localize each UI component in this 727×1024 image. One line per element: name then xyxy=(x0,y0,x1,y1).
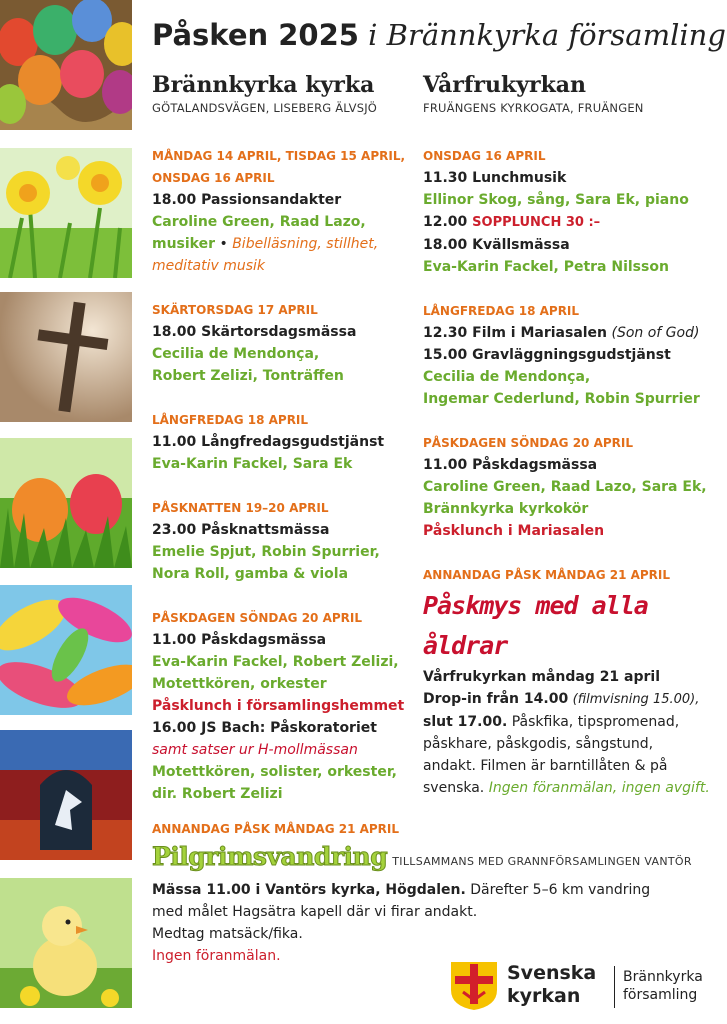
right-section-wednesday xyxy=(423,145,723,278)
right-church-name: Vårfrukyrkan xyxy=(423,72,587,98)
section-date: PÅSKNATTEN 19–20 APRIL xyxy=(152,501,329,515)
daffodils-photo xyxy=(0,148,132,278)
event-people: Nora Roll, gamba & viola xyxy=(152,566,349,582)
event-people: Brännkyrka kyrkokör xyxy=(423,501,589,517)
event-people: Ingemar Cederlund, Robin Spurrier xyxy=(423,391,700,407)
no-registration-note: Ingen föranmälan. xyxy=(152,948,281,964)
event-text: Mässa 11.00 i Vantörs kyrka, Högdalen. xyxy=(152,882,466,898)
event-people: Caroline Green, Raad Lazo, xyxy=(152,214,366,230)
pilgrimage-headline: Pilgrimsvandring xyxy=(152,842,388,871)
event-title: 15.00 Gravläggningsgudstjänst xyxy=(423,347,671,363)
event-note: Ingen föranmälan, ingen avgift. xyxy=(488,780,710,796)
event-people: Ellinor Skog, sång, Sara Ek, piano xyxy=(423,192,689,208)
section-date: LÅNGFREDAG 18 APRIL xyxy=(152,413,309,427)
right-section-goodfriday xyxy=(423,300,723,410)
event-text: svenska. xyxy=(423,780,485,796)
section-date: ONSDAG 16 APRIL xyxy=(423,149,546,163)
right-section-eastermonday xyxy=(423,564,723,799)
page-title xyxy=(152,18,726,52)
event-people: Caroline Green, Raad Lazo, Sara Ek, xyxy=(423,479,707,495)
event-text: Vårfrukyrkan måndag 21 april xyxy=(423,669,661,685)
left-section-easterday xyxy=(152,607,417,805)
event-people: Eva-Karin Fackel, Robert Zelizi, xyxy=(152,654,399,670)
event-title: 18.00 Passionsandakter xyxy=(152,192,342,208)
event-people: Motettkören, orkester xyxy=(152,676,327,692)
section-date: MÅNDAG 14 APRIL, TISDAG 15 APRIL, xyxy=(152,149,406,163)
right-church-address: FRUÄNGENS KYRKOGATA, FRUÄNGEN xyxy=(423,101,644,115)
logo-word-svenska: Svenska xyxy=(507,962,597,984)
left-church-name: Brännkyrka kyrka xyxy=(152,72,375,98)
left-column xyxy=(152,72,417,805)
left-section-goodfriday xyxy=(152,409,417,475)
event-note: (Son of God) xyxy=(611,325,700,341)
section-date: SKÄRTORSDAG 17 APRIL xyxy=(152,303,318,317)
event-title: 12.30 Film i Mariasalen xyxy=(423,325,608,341)
event-note: (filmvisning 15.00), xyxy=(572,692,700,707)
event-text: andakt. Filmen är barntillåten & på xyxy=(423,758,668,774)
right-column xyxy=(423,72,723,799)
lunch-note: Påsklunch i Mariasalen xyxy=(423,523,605,539)
easter-eggs-photo xyxy=(0,0,132,130)
event-title: 11.00 Påskdagsmässa xyxy=(423,457,598,473)
church-shield-icon xyxy=(451,962,497,1010)
event-title: 18.00 Kvällsmässa xyxy=(423,237,570,253)
event-people: Motettkören, solister, orkester, xyxy=(152,764,397,780)
event-note: meditativ musik xyxy=(152,258,266,274)
event-time: 12.00 xyxy=(423,214,473,230)
svenska-kyrkan-logo xyxy=(451,962,721,1012)
eggs-in-grass-photo xyxy=(0,438,132,568)
section-date: ONSDAG 16 APRIL xyxy=(152,171,275,185)
paskmys-headline: Påskmys med alla åldrar xyxy=(423,591,648,660)
title-main: Påsken 2025 xyxy=(152,18,359,52)
title-sub: i Brännkyrka församling xyxy=(368,18,726,52)
left-section-passion xyxy=(152,145,417,277)
event-note: Bibelläsning, stillhet, xyxy=(232,236,379,252)
event-title: 11.00 Långfredagsgudstjänst xyxy=(152,434,385,450)
left-section-eastervigil xyxy=(152,497,417,585)
chick-photo xyxy=(0,878,132,1008)
pilgrimage-partner: TILLSAMMANS MED GRANNFÖRSAMLINGEN VANTÖR xyxy=(392,855,692,868)
event-title: 23.00 Påsknattsmässa xyxy=(152,522,330,538)
pilgrimage-section xyxy=(152,818,722,967)
event-text: Därefter 5–6 km vandring xyxy=(470,882,651,898)
event-text: Påskfika, tipspromenad, xyxy=(511,714,680,730)
logo-divider xyxy=(614,966,615,1008)
event-title: 11.00 Påskdagsmässa xyxy=(152,632,327,648)
event-people: musiker xyxy=(152,236,216,252)
section-date: ANNANDAG PÅSK MÅNDAG 21 APRIL xyxy=(152,822,400,836)
logo-word-kyrkan: kyrkan xyxy=(507,985,581,1007)
event-people: Cecilia de Mendonça, xyxy=(152,346,320,362)
section-date: PÅSKDAGEN SÖNDAG 20 APRIL xyxy=(423,436,634,450)
stained-glass-photo xyxy=(0,730,132,860)
event-title: 16.00 JS Bach: Påskoratoriet xyxy=(152,720,377,736)
event-people: Eva-Karin Fackel, Sara Ek xyxy=(152,456,353,472)
event-text: slut 17.00. xyxy=(423,714,508,730)
left-section-maundy xyxy=(152,299,417,387)
logo-parish-line1: Brännkyrka xyxy=(623,969,703,985)
soup-lunch-label: SOPPLUNCH 30 :– xyxy=(472,215,601,230)
event-people: dir. Robert Zelizi xyxy=(152,786,283,802)
event-text: Drop-in från 14.00 xyxy=(423,691,569,707)
event-title: 11.30 Lunchmusik xyxy=(423,170,567,186)
section-date: ANNANDAG PÅSK MÅNDAG 21 APRIL xyxy=(423,568,671,582)
event-text: Medtag matsäck/fika. xyxy=(152,926,303,942)
event-note: samt satser ur H-mollmässan xyxy=(152,742,358,758)
lunch-note: Påsklunch i församlingshemmet xyxy=(152,698,405,714)
event-text: med målet Hagsätra kapell där vi firar andakt. xyxy=(152,904,478,920)
event-people: Eva-Karin Fackel, Petra Nilsson xyxy=(423,259,669,275)
event-text: påskhare, påskgodis, sångstund, xyxy=(423,736,654,752)
event-people: Cecilia de Mendonça, xyxy=(423,369,591,385)
section-date: PÅSKDAGEN SÖNDAG 20 APRIL xyxy=(152,611,363,625)
right-section-easterday xyxy=(423,432,723,542)
event-title: 18.00 Skärtorsdagsmässa xyxy=(152,324,357,340)
logo-parish-line2: församling xyxy=(623,987,698,1003)
section-date: LÅNGFREDAG 18 APRIL xyxy=(423,304,580,318)
left-church-address: GÖTALANDSVÄGEN, LISEBERG ÄLVSJÖ xyxy=(152,101,378,115)
feathers-photo xyxy=(0,585,132,715)
event-people: Emelie Spjut, Robin Spurrier, xyxy=(152,544,380,560)
event-people: Robert Zelizi, Tonträffen xyxy=(152,368,344,384)
cross-shadow-photo xyxy=(0,292,132,422)
bullet-separator: • xyxy=(215,236,233,252)
